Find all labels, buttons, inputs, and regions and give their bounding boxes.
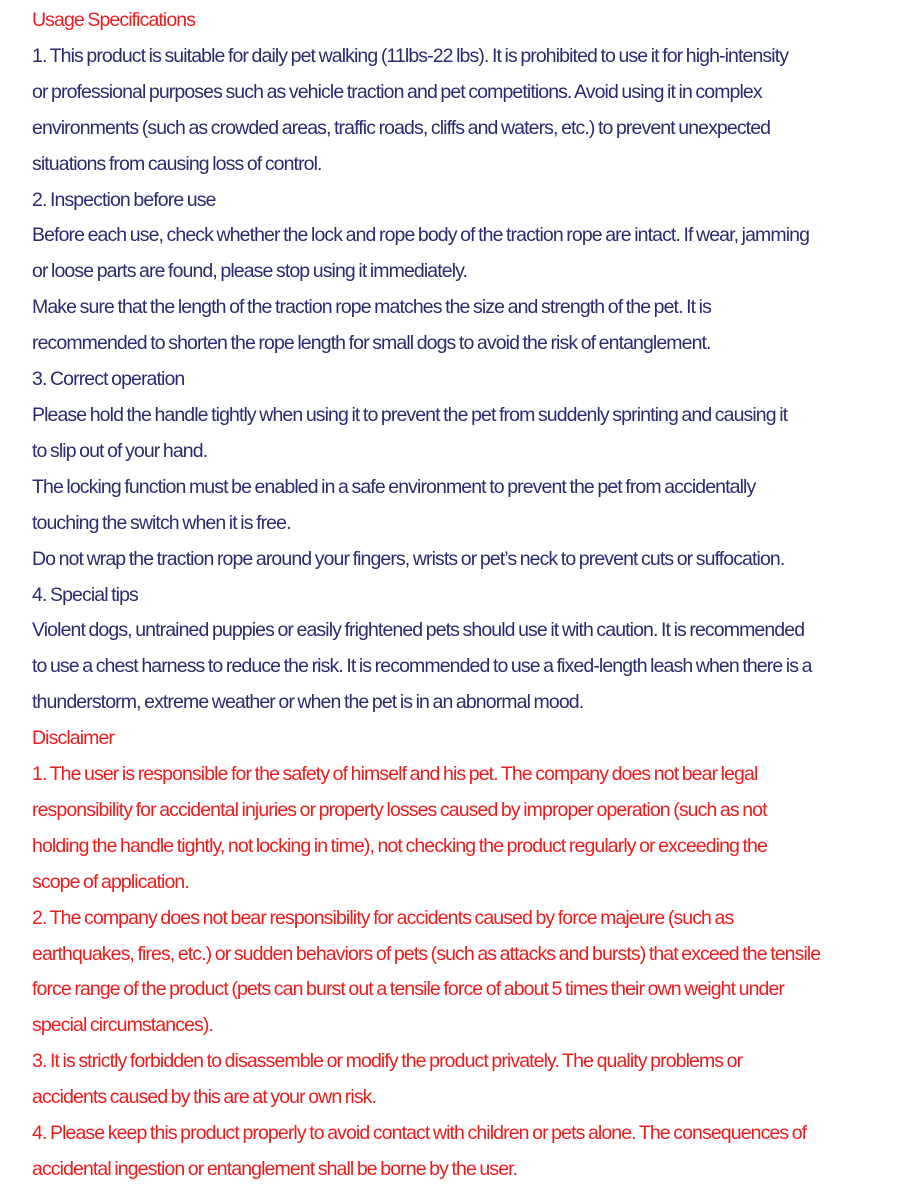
usage-subheading: 2. Inspection before use	[32, 188, 216, 211]
usage-line: Do not wrap the traction rope around your fingers, wrists or pet’s neck to prevent cuts or suffocation.	[32, 547, 785, 570]
usage-line: Violent dogs, untrained puppies or easily frightened pets should use it with caution. It is recommended	[32, 619, 805, 642]
disclaimer-section	[32, 721, 872, 1188]
usage-line: Before each use, check whether the lock and rope body of the traction rope are intact. If wear, jamming	[32, 224, 810, 247]
disclaimer-line: 2. The company does not bear responsibility for accidents caused by force majeure (such as	[32, 906, 734, 929]
disclaimer-line: responsibility for accidental injuries or property losses caused by improper operation (such as not	[32, 798, 767, 821]
disclaimer-line: special circumstances).	[32, 1014, 213, 1037]
disclaimer-title: Disclaimer	[32, 727, 115, 750]
usage-line: 1. This product is suitable for daily pet walking (11lbs-22 lbs). It is prohibited to use it for high-intensity	[32, 44, 789, 67]
usage-specifications-title: Usage Specifications	[32, 9, 196, 31]
usage-line: Make sure that the length of the traction rope matches the size and strength of the pet. It is	[32, 296, 711, 319]
document-page	[32, 3, 872, 1188]
disclaimer-line: accidental ingestion or entanglement shall be borne by the user.	[32, 1158, 518, 1180]
usage-line: to slip out of your hand.	[32, 439, 208, 462]
disclaimer-line: 3. It is strictly forbidden to disassemble or modify the product privately. The quality problems or	[32, 1050, 743, 1073]
usage-subheading: 4. Special tips	[32, 583, 138, 606]
disclaimer-line: earthquakes, fires, etc.) or sudden behaviors of pets (such as attacks and bursts) that exceed the tensile	[32, 942, 821, 965]
disclaimer-line: accidents caused by this are at your own risk.	[32, 1086, 377, 1109]
usage-line: situations from causing loss of control.	[32, 152, 322, 175]
usage-line: touching the switch when it is free.	[32, 511, 291, 534]
disclaimer-line: holding the handle tightly, not locking in time), not checking the product regularly or exceeding the	[32, 834, 767, 857]
usage-line: The locking function must be enabled in a safe environment to prevent the pet from accidentally	[32, 475, 756, 498]
usage-line: environments (such as crowded areas, traffic roads, cliffs and waters, etc.) to prevent unexpected	[32, 116, 771, 139]
usage-line: to use a chest harness to reduce the risk. It is recommended to use a fixed-length leash when there is a	[32, 655, 812, 678]
disclaimer-line: 4. Please keep this product properly to avoid contact with children or pets alone. The consequences of	[32, 1122, 807, 1145]
usage-specifications-body	[32, 39, 872, 721]
disclaimer-line: scope of application.	[32, 870, 189, 893]
usage-specifications-section	[32, 3, 872, 721]
usage-line: or loose parts are found, please stop using it immediately.	[32, 260, 468, 283]
disclaimer-line: 1. The user is responsible for the safety of himself and his pet. The company does not bear legal	[32, 763, 758, 786]
usage-line: or professional purposes such as vehicle traction and pet competitions. Avoid using it in complex	[32, 80, 762, 103]
usage-line: recommended to shorten the rope length for small dogs to avoid the risk of entanglement.	[32, 332, 711, 355]
usage-subheading: 3. Correct operation	[32, 368, 185, 391]
usage-line: Please hold the handle tightly when using it to prevent the pet from suddenly sprinting and causing it	[32, 403, 788, 426]
disclaimer-body	[32, 757, 872, 1188]
disclaimer-line: force range of the product (pets can burst out a tensile force of about 5 times their own weight under	[32, 978, 785, 1001]
usage-line: thunderstorm, extreme weather or when the pet is in an abnormal mood.	[32, 691, 584, 714]
